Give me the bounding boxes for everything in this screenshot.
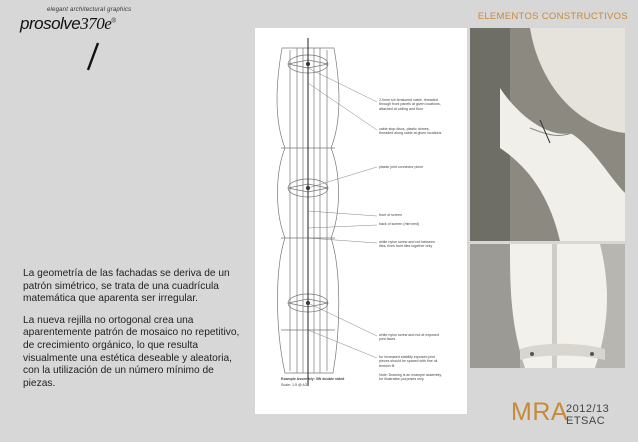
drawing-caption-title: Example Assembly: 3W double sided (281, 377, 345, 381)
annotation-cable-stop: cable stop discs, plastic domes, threaded along cable at given locations (379, 127, 442, 136)
annotation-stability: for increased stability exposed joint pieces should be spaced with fine oil tension fit (379, 355, 438, 368)
logo-school: ETSAC (566, 415, 606, 427)
photo-top-illustration (470, 28, 625, 241)
annotation-note: Note: Drawing is an example assembly, for illustration purposes only (379, 373, 442, 382)
logo-year: 2012/13 (566, 403, 610, 415)
annotation-front-screen: front of screen (379, 213, 402, 217)
installation-photo-top (470, 28, 625, 241)
body-text (23, 268, 241, 399)
brand-name-model: 370e (80, 14, 112, 33)
brand-logo-text (20, 14, 115, 34)
brand-tagline: elegant architectural graphics (47, 7, 132, 13)
annotation-exposed-joint: white nylon screw and nut at exposed joint faces (379, 333, 439, 342)
section-title: ELEMENTOS CONSTRUCTIVOS (477, 11, 628, 22)
installation-photo-bottom (470, 244, 625, 368)
mra-logo: MRA (511, 398, 569, 426)
slash-mark-icon (86, 42, 100, 72)
photo-bottom-illustration (470, 244, 625, 368)
body-paragraph-1: La geometría de las fachadas se deriva de un patrón simétrico, se trata de una cuadrícula matemática que aparenta ser irregular. (23, 268, 230, 305)
annotation-cable: 2.0mm s/s tensioned cable, threaded through front panels at given locations, attached at ceiling and floor (379, 98, 441, 111)
annotation-joint-connector: plastic joint connector piece (379, 165, 424, 169)
annotation-back-screen: back of screen (mirrored) (379, 222, 420, 226)
brand-trademark: ® (111, 18, 116, 25)
annotation-nylon-screw: white nylon screw and nut between tiles, fixes front tiles together only (379, 240, 435, 249)
drawing-caption-scale: Scale: 1:5 @ A3 (281, 383, 307, 387)
body-paragraph-2: La nueva rejilla no ortogonal crea una aparentemente patrón de mosaico no repetitivo, de crecimiento orgánico, lo que resulta visualmente una estética deseable y aleatoria, con la utilización de un número mínimo de piezas. (23, 314, 240, 389)
brand-name-base: prosolve (20, 14, 81, 33)
technical-drawing (255, 28, 467, 414)
